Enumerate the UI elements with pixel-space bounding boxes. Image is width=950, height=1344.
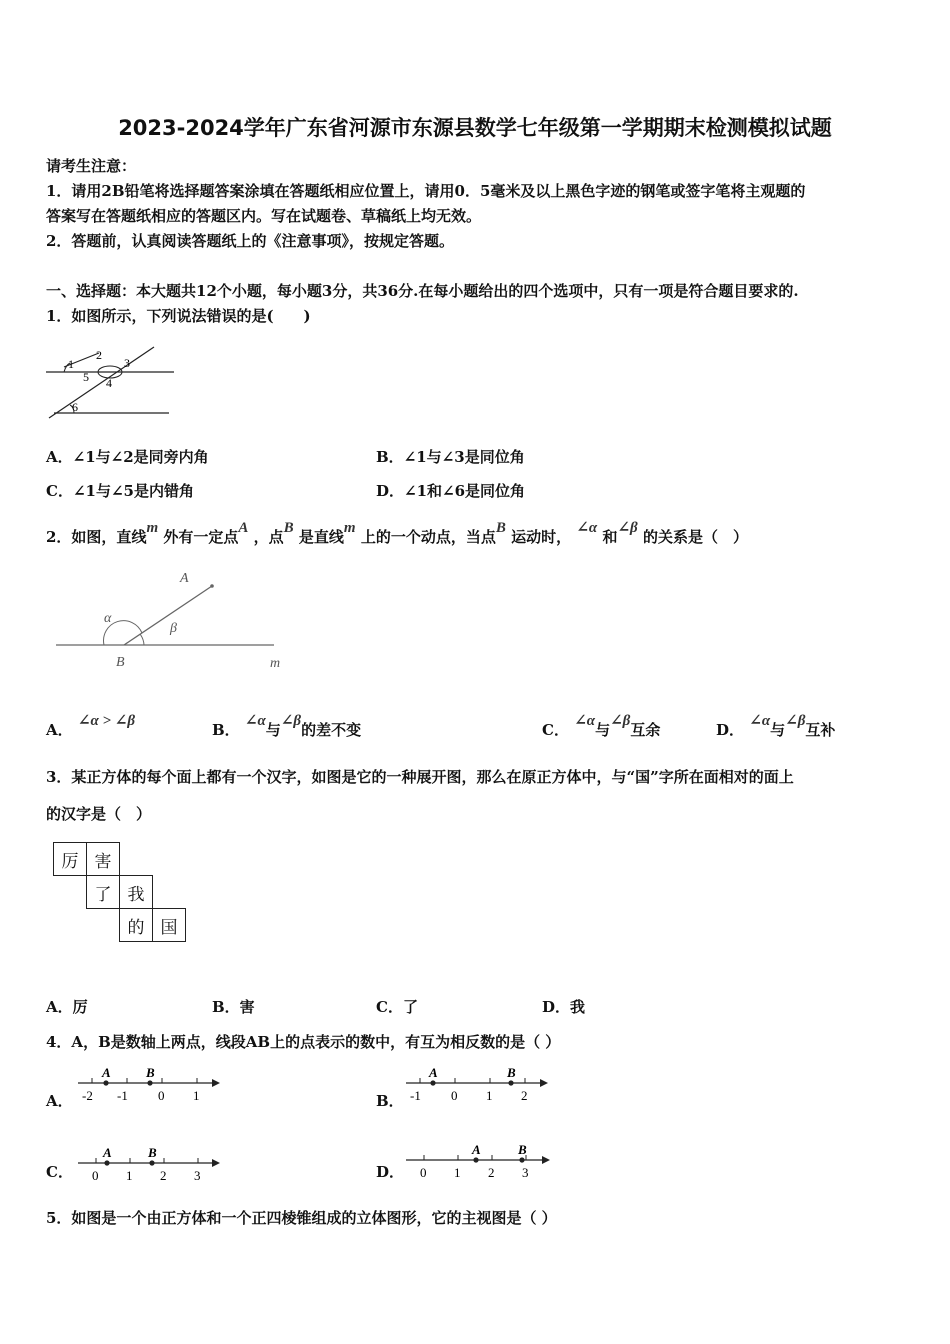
q4a-tick-2: 0 (158, 1088, 165, 1103)
q4c-point-b: B (148, 1145, 157, 1160)
q4d-point-b: B (518, 1142, 527, 1157)
q2-angle-beta: ∠β (617, 520, 638, 536)
q2-var-m: m (146, 520, 159, 536)
q2-stem (46, 520, 748, 547)
q4b-tick-0: -1 (410, 1088, 421, 1103)
q2-option-c-yu: 与 (595, 721, 611, 739)
q1-label-5: 5 (83, 370, 89, 384)
q1-option-d: D．∠1和∠6是同位角 (376, 482, 526, 500)
q1-label-3: 3 (124, 356, 130, 370)
q4c-point-a: A (103, 1145, 112, 1160)
notice-line3: 2．答题前，认真阅读答题纸上的《注意事项》，按规定答题。 (46, 232, 454, 250)
net-cell-guo: 国 (153, 909, 186, 942)
q1-label-2: 2 (96, 348, 102, 362)
q2-var-b: B (283, 520, 294, 536)
page-title: 2023-2024学年广东省河源市东源县数学七年级第一学期期末检测模拟试题 (118, 116, 832, 140)
q4a-point-b: B (146, 1065, 155, 1080)
q2-angle-alpha: ∠α (576, 520, 598, 536)
notice-line1: 1．请用2B铅笔将选择题答案涂填在答题纸相应位置上，请用0．5毫米及以上黑色字迹的钢笔或签字笔将主观题的 (46, 182, 806, 200)
q2-fig-label-beta: β (170, 621, 177, 636)
q4b-tick-3: 2 (521, 1088, 528, 1103)
q2-option-b-yu: 与 (265, 721, 281, 739)
q1-label-1: 1 (68, 357, 74, 371)
q2-option-c-alpha: ∠α (574, 713, 596, 729)
q2-fig-label-m: m (270, 656, 281, 671)
q4-option-d-label: D． (376, 1163, 405, 1181)
net-cell-hai: 害 (87, 843, 120, 876)
q2-option-a-expr: ∠α > ∠β (77, 713, 136, 729)
q2-text-7: 的关系是（ ） (642, 528, 748, 546)
q2-figure (52, 570, 292, 675)
q2-text-6: 运动时， (511, 528, 572, 546)
q2-option-b-tail: 的差不变 (301, 721, 362, 739)
q3-option-a: A．厉 (46, 998, 88, 1016)
q1-figure (44, 345, 179, 420)
q2-var-m2: m (343, 520, 356, 536)
q2-option-b (212, 713, 362, 740)
q2-option-c-tail: 互余 (630, 721, 661, 739)
q2-option-b-beta: ∠β (280, 713, 302, 729)
q2-option-d-tail: 互补 (805, 721, 836, 739)
q4c-tick-2: 2 (160, 1168, 167, 1183)
q2-option-d-beta: ∠β (785, 713, 806, 729)
q2-var-a: A (238, 520, 249, 536)
q4-axis-a (74, 1064, 224, 1106)
q2-fig-label-alpha: α (104, 611, 112, 626)
q3-cube-net (53, 842, 186, 942)
q4-option-a-label: A． (46, 1092, 73, 1110)
q4a-tick-3: 1 (193, 1088, 200, 1103)
q5-stem: 5．如图是一个由正方体和一个正四棱锥组成的立体图形，它的主视图是（ ） (46, 1209, 557, 1227)
q4d-tick-3: 3 (522, 1165, 529, 1180)
notice-line2: 答案写在答题纸相应的答题区内。写在试题卷、草稿纸上均无效。 (46, 207, 482, 225)
q3-option-b: B．害 (212, 998, 255, 1016)
q2-var-b2: B (495, 520, 506, 536)
q2-option-a-label: A． (46, 721, 73, 739)
q1-option-a: A．∠1与∠2是同旁内角 (46, 448, 209, 466)
net-cell-de: 的 (120, 909, 153, 942)
q1-option-c: C．∠1与∠5是内错角 (46, 482, 194, 500)
q2-text-he: 和 (602, 528, 618, 546)
q2-text-5: 上的一个动点，当点 (360, 528, 496, 546)
q4a-tick-1: -1 (117, 1088, 128, 1103)
q2-option-d-yu: 与 (770, 721, 786, 739)
q3-stem-line2: 的汉字是（ ） (46, 805, 152, 823)
q1-option-b: B．∠1与∠3是同位角 (376, 448, 525, 466)
q3-option-d: D．我 (542, 998, 586, 1016)
q4-stem: 4．A，B是数轴上两点，线段AB上的点表示的数中，有互为相反数的是（ ） (46, 1033, 561, 1051)
section-heading: 一、选择题：本大题共12个小题，每小题3分，共36分.在每小题给出的四个选项中，只有一项是符合题目要求的. (46, 282, 799, 300)
q4b-point-a: A (429, 1065, 438, 1080)
notice-heading: 请考生注意： (46, 157, 137, 175)
q4c-tick-1: 1 (126, 1168, 133, 1183)
q2-fig-label-b: B (116, 655, 125, 670)
q3-stem-line1: 3．某正方体的每个面上都有一个汉字，如图是它的一种展开图，那么在原正方体中，与“国”字所在面相对的面上 (46, 768, 794, 786)
q4c-tick-3: 3 (194, 1168, 201, 1183)
q2-option-c-beta: ∠β (610, 713, 631, 729)
q4-axis-c (74, 1144, 224, 1186)
net-cell-le: 了 (87, 876, 120, 909)
q4-option-c-label: C． (46, 1163, 73, 1181)
q2-option-c (542, 713, 661, 740)
q1-stem: 1．如图所示，下列说法错误的是( ) (46, 307, 311, 325)
q4d-tick-0: 0 (420, 1165, 427, 1180)
q4b-point-b: B (507, 1065, 516, 1080)
q3-option-c: C．了 (376, 998, 418, 1016)
q2-option-a (46, 713, 136, 740)
q2-option-c-label: C． (542, 721, 569, 739)
q2-text-3: ，点 (253, 528, 284, 546)
q2-option-b-label: B． (212, 721, 240, 739)
q2-text-2: 外有一定点 (163, 528, 239, 546)
q4d-point-a: A (472, 1142, 481, 1157)
q4a-tick-0: -2 (82, 1088, 93, 1103)
q1-label-6: 6 (72, 400, 78, 414)
q4c-tick-0: 0 (92, 1168, 99, 1183)
q4-axis-b (402, 1064, 552, 1106)
q4-axis-d (402, 1141, 554, 1183)
q4d-tick-2: 2 (488, 1165, 495, 1180)
q2-fig-label-a: A (180, 571, 189, 586)
q4b-tick-1: 0 (451, 1088, 458, 1103)
q4b-tick-2: 1 (486, 1088, 493, 1103)
net-cell-li: 厉 (54, 843, 87, 876)
q2-option-b-alpha: ∠α (244, 713, 266, 729)
q2-option-d-alpha: ∠α (749, 713, 771, 729)
q2-option-d (716, 713, 836, 740)
q2-option-d-label: D． (716, 721, 745, 739)
q1-label-4: 4 (106, 376, 112, 390)
q4a-point-a: A (102, 1065, 111, 1080)
q2-text-1: 2．如图，直线 (46, 528, 147, 546)
net-cell-wo: 我 (120, 876, 153, 909)
q4-option-b-label: B． (376, 1092, 404, 1110)
q2-text-4: 是直线 (298, 528, 344, 546)
q4d-tick-1: 1 (454, 1165, 461, 1180)
